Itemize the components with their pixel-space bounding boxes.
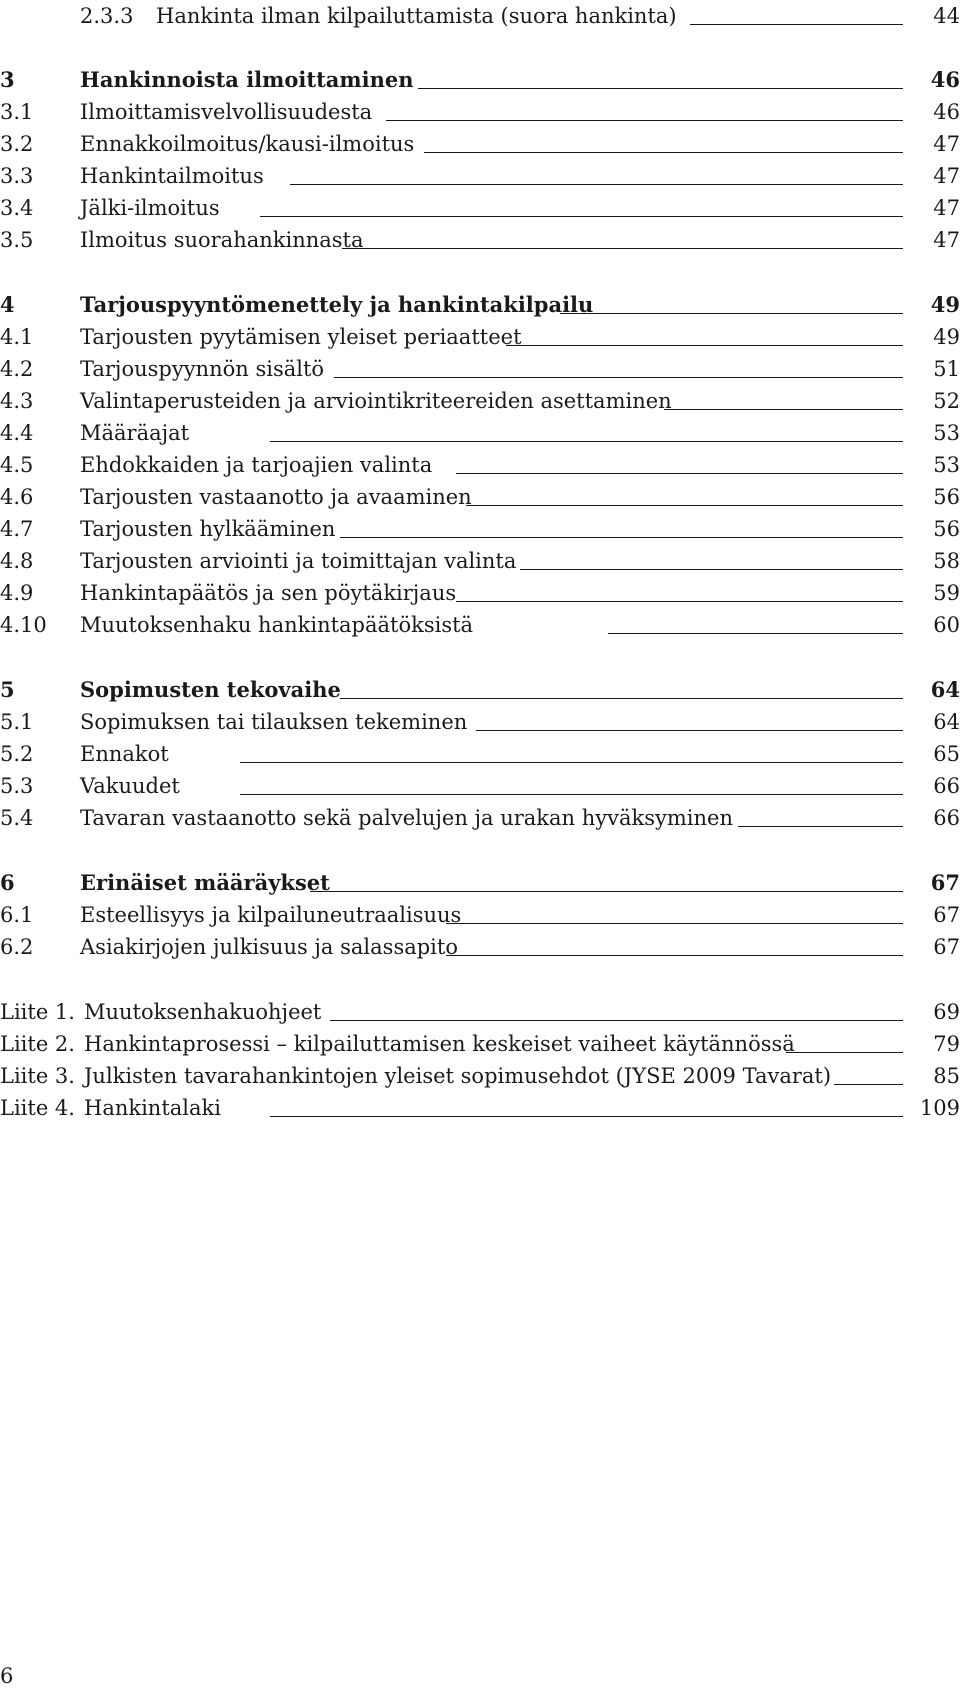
toc-number: 4.4 (0, 421, 34, 445)
toc-number: 4 (0, 292, 15, 317)
toc-number: 2.3.3 (80, 4, 134, 28)
toc-page-number: 47 (933, 228, 960, 252)
toc-title: Hankintalaki (84, 1096, 221, 1120)
toc-page-number: 67 (930, 870, 960, 895)
toc-page-number: 53 (933, 453, 960, 477)
toc-entry (0, 577, 960, 609)
toc-number: 4.10 (0, 613, 47, 637)
toc-entry (0, 706, 960, 738)
toc-page-number: 44 (933, 4, 960, 28)
toc-title: Julkisten tavarahankintojen yleiset sopimusehdot (JYSE 2009 Tavarat) (84, 1064, 832, 1088)
toc-entry (0, 867, 960, 899)
toc-leader (386, 120, 903, 121)
toc-title: Jälki-ilmoitus (80, 196, 220, 220)
toc-title: Tarjouspyyntömenettely ja hankintakilpailu (80, 292, 594, 317)
toc-entry (0, 160, 960, 192)
toc-title: Ilmoittamisvelvollisuudesta (80, 100, 373, 124)
toc-title: Sopimuksen tai tilauksen tekeminen (80, 710, 468, 734)
toc-entry (0, 996, 960, 1028)
toc-entry (0, 738, 960, 770)
toc-page-number: 47 (933, 132, 960, 156)
toc-title: Ennakkoilmoitus/kausi-ilmoitus (80, 132, 415, 156)
toc-title: Tarjouspyynnön sisältö (80, 357, 325, 381)
toc-page-number: 47 (933, 196, 960, 220)
toc-title: Tarjousten vastaanotto ja avaaminen (80, 485, 472, 509)
toc-page-number: 53 (933, 421, 960, 445)
toc-leader (738, 826, 903, 827)
toc-page-number: 51 (933, 357, 960, 381)
toc-title: Esteellisyys ja kilpailuneutraalisuus (80, 903, 462, 927)
toc-leader (446, 955, 903, 956)
toc-number: 3.5 (0, 228, 34, 252)
toc-number: 6 (0, 870, 15, 895)
toc-leader (424, 152, 903, 153)
toc-number: 3.4 (0, 196, 34, 220)
toc-page-number: 47 (933, 164, 960, 188)
toc-entry (0, 449, 960, 481)
toc-page-number: 60 (933, 613, 960, 637)
toc-leader (260, 216, 903, 217)
toc-number: 3.2 (0, 132, 34, 156)
toc-title: Vakuudet (80, 774, 180, 798)
toc-number: 4.2 (0, 357, 34, 381)
toc-page-number: 64 (930, 677, 960, 702)
toc-page-number: 56 (933, 485, 960, 509)
toc-entry (0, 417, 960, 449)
toc-leader (290, 184, 903, 185)
toc-leader (418, 88, 903, 89)
toc-leader (456, 473, 903, 474)
toc-title: Tarjousten arviointi ja toimittajan valinta (80, 549, 517, 573)
toc-title: Valintaperusteiden ja arviointikriteereiden asettaminen (80, 389, 672, 413)
toc-entry (0, 481, 960, 513)
toc-leader (834, 1084, 903, 1085)
toc-number: 6.2 (0, 935, 34, 959)
toc-page-number: 66 (933, 774, 960, 798)
toc-page-number: 109 (919, 1096, 960, 1120)
toc-page-number: 67 (933, 935, 960, 959)
toc-title: Hankinnoista ilmoittaminen (80, 67, 414, 92)
toc-number: 5.3 (0, 774, 34, 798)
toc-page-number: 65 (933, 742, 960, 766)
toc-entry (0, 674, 960, 706)
toc-entry (0, 224, 960, 256)
toc-leader (240, 794, 903, 795)
toc-title: Muutoksenhaku hankintapäätöksistä (80, 613, 474, 637)
toc-entry (0, 1060, 960, 1092)
toc-page-number: 64 (933, 710, 960, 734)
toc-number: 3.1 (0, 100, 34, 124)
toc-entry (0, 385, 960, 417)
toc-page-number: 46 (930, 67, 960, 92)
toc-entry (0, 64, 960, 96)
toc-page-number: 66 (933, 806, 960, 830)
toc-entry (0, 802, 960, 834)
toc-leader (334, 377, 903, 378)
toc-leader (786, 1052, 903, 1053)
toc-number: 3 (0, 67, 15, 92)
toc-leader (270, 441, 903, 442)
toc-number: 4.9 (0, 581, 34, 605)
toc-page-number: 59 (933, 581, 960, 605)
toc-title: Muutoksenhakuohjeet (84, 1000, 322, 1024)
toc-entry (0, 321, 960, 353)
toc-number: 5 (0, 677, 15, 702)
toc-number: 4.8 (0, 549, 34, 573)
toc-number: 5.4 (0, 806, 34, 830)
toc-number: 5.2 (0, 742, 34, 766)
toc-title: Hankintaprosessi – kilpailuttamisen keskeiset vaiheet käytännössä (84, 1032, 795, 1056)
toc-title: Hankinta ilman kilpailuttamista (suora hankinta) (156, 4, 677, 28)
toc-entry (0, 513, 960, 545)
toc-entry (0, 899, 960, 931)
toc-entry (0, 353, 960, 385)
toc-title: Sopimusten tekovaihe (80, 677, 341, 702)
toc-title: Määräajat (80, 421, 190, 445)
toc-page-number: 56 (933, 517, 960, 541)
toc-number: 4.1 (0, 325, 34, 349)
toc-entry (0, 770, 960, 802)
toc-entry (0, 1092, 960, 1124)
toc-title: Tavaran vastaanotto sekä palvelujen ja urakan hyväksyminen (80, 806, 733, 830)
toc-entry (0, 545, 960, 577)
toc-leader (310, 891, 903, 892)
toc-number: 5.1 (0, 710, 34, 734)
toc-leader (664, 409, 903, 410)
toc-leader (446, 923, 903, 924)
toc-leader (340, 537, 903, 538)
toc-number: 4.3 (0, 389, 34, 413)
toc-leader (608, 633, 903, 634)
toc-leader (456, 601, 903, 602)
toc-number: 4.7 (0, 517, 34, 541)
toc-entry (0, 609, 960, 641)
toc-title: Tarjousten hylkääminen (80, 517, 336, 541)
toc-number: 4.6 (0, 485, 34, 509)
toc-title: Tarjousten pyytämisen yleiset periaatteet (80, 325, 522, 349)
toc-title: Hankintailmoitus (80, 164, 264, 188)
toc-entry (0, 289, 960, 321)
toc-number: Liite 1. (0, 1000, 75, 1024)
toc-title: Asiakirjojen julkisuus ja salassapito (80, 935, 458, 959)
toc-leader (270, 1116, 903, 1117)
toc-page-number: 49 (933, 325, 960, 349)
toc-number: Liite 2. (0, 1032, 75, 1056)
toc-title: Ehdokkaiden ja tarjoajien valinta (80, 453, 433, 477)
toc-page-number: 49 (930, 292, 960, 317)
toc-page-number: 79 (933, 1032, 960, 1056)
toc-leader (520, 569, 903, 570)
toc-number: 4.5 (0, 453, 34, 477)
toc-title: Hankintapäätös ja sen pöytäkirjaus (80, 581, 457, 605)
page-number-footer: 6 (0, 1664, 14, 1688)
toc-page-number: 58 (933, 549, 960, 573)
toc-leader (560, 313, 903, 314)
toc-entry (0, 0, 960, 32)
toc-page-number: 67 (933, 903, 960, 927)
toc-entry (0, 96, 960, 128)
toc-leader (476, 730, 903, 731)
toc-number: 3.3 (0, 164, 34, 188)
toc-leader (466, 505, 903, 506)
toc-title: Ennakot (80, 742, 169, 766)
toc-entry (0, 128, 960, 160)
toc-leader (330, 1020, 903, 1021)
toc-entry (0, 931, 960, 963)
toc-page-number: 69 (933, 1000, 960, 1024)
toc-page-number: 46 (933, 100, 960, 124)
toc-leader (240, 762, 903, 763)
toc-leader (690, 24, 903, 25)
toc-number: Liite 4. (0, 1096, 75, 1120)
toc-title: Erinäiset määräykset (80, 870, 330, 895)
toc-leader (506, 345, 903, 346)
toc-number: 6.1 (0, 903, 34, 927)
toc-number: Liite 3. (0, 1064, 75, 1088)
toc-page-number: 85 (933, 1064, 960, 1088)
toc-leader (340, 698, 903, 699)
toc-entry (0, 192, 960, 224)
toc-page-number: 52 (933, 389, 960, 413)
toc-title: Ilmoitus suorahankinnasta (80, 228, 364, 252)
toc-entry (0, 1028, 960, 1060)
toc-leader (342, 248, 903, 249)
